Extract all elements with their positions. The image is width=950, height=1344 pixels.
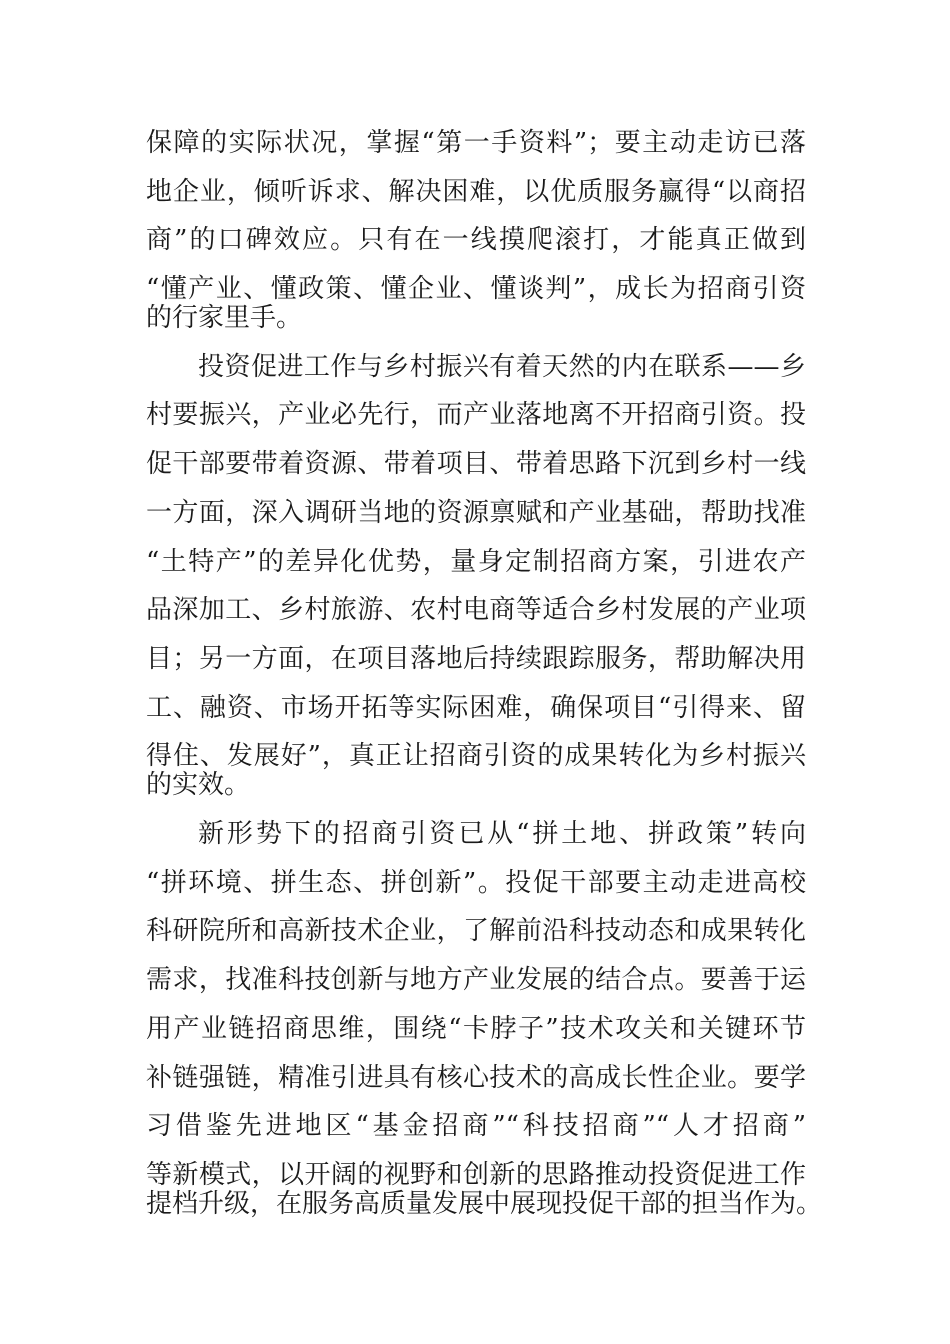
text-line: 商”的口碑效应。只有在一线摸爬滚打，才能真正做到 <box>146 225 806 255</box>
text-line: “懂产业、懂政策、懂企业、懂谈判”，成长为招商引资 <box>146 274 806 304</box>
text-line: 一方面，深入调研当地的资源禀赋和产业基础，帮助找准 <box>146 498 806 528</box>
text-line: 工、融资、市场开拓等实际困难，确保项目“引得来、留 <box>146 693 806 723</box>
text-line: 目；另一方面，在项目落地后持续跟踪服务，帮助解决用 <box>146 644 806 674</box>
paragraph-first-line: 投资促进工作与乡村振兴有着天然的内在联系——乡 <box>198 352 806 382</box>
text-line: 提档升级，在服务高质量发展中展现投促干部的担当作为。 <box>146 1189 823 1219</box>
text-line: 习借鉴先进地区“基金招商”“科技招商”“人才招商” <box>146 1111 806 1141</box>
text-line: 需求，找准科技创新与地方产业发展的结合点。要善于运 <box>146 965 806 995</box>
paragraph-first-line: 新形势下的招商引资已从“拼土地、拼政策”转向 <box>198 819 806 849</box>
text-line: 保障的实际状况，掌握“第一手资料”；要主动走访已落 <box>146 128 806 158</box>
text-line: 的行家里手。 <box>146 303 303 333</box>
text-line: 地企业，倾听诉求、解决困难，以优质服务赢得“以商招 <box>146 177 806 207</box>
text-line: 村要振兴，产业必先行，而产业落地离不开招商引资。投 <box>146 400 806 430</box>
text-line: “土特产”的差异化优势，量身定制招商方案，引进农产 <box>146 547 806 577</box>
text-line: 科研院所和高新技术企业，了解前沿科技动态和成果转化 <box>146 916 806 946</box>
text-line: 得住、发展好”，真正让招商引资的成果转化为乡村振兴 <box>146 741 806 771</box>
text-line: 的实效。 <box>146 770 251 800</box>
text-line: 等新模式，以开阔的视野和创新的思路推动投资促进工作 <box>146 1160 806 1190</box>
text-line: “拼环境、拼生态、拼创新”。投促干部要主动走进高校 <box>146 868 806 898</box>
text-line: 促干部要带着资源、带着项目、带着思路下沉到乡村一线 <box>146 449 806 479</box>
text-line: 补链强链，精准引进具有核心技术的高成长性企业。要学 <box>146 1063 806 1093</box>
text-line: 用产业链招商思维，围绕“卡脖子”技术攻关和关键环节 <box>146 1014 806 1044</box>
text-line: 品深加工、乡村旅游、农村电商等适合乡村发展的产业项 <box>146 595 806 625</box>
